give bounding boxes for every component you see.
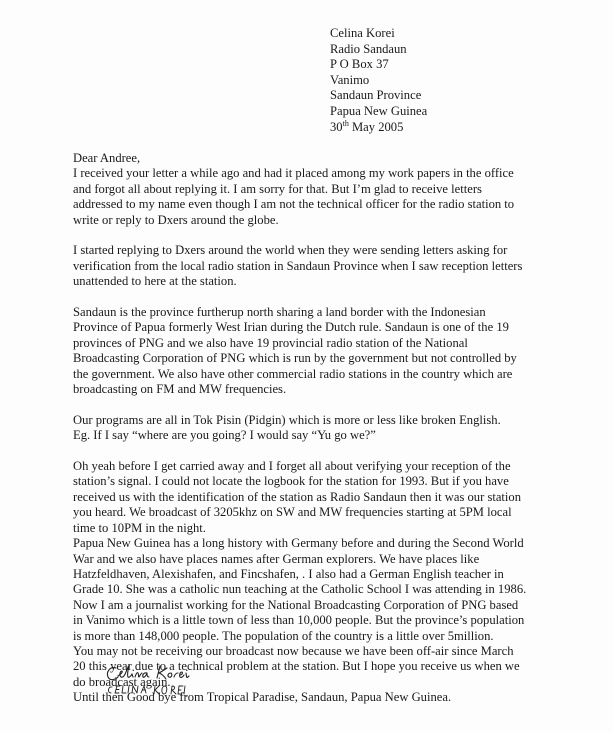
text-line: Sandaun is the province furtherup north sharing a land border with the Indonesian (73, 305, 486, 320)
salutation: Dear Andree, (73, 151, 141, 165)
text-line: Our programs are all in Tok Pisin (Pidgin) which is more or less like broken English. (73, 412, 501, 427)
paragraph-gap (73, 397, 603, 412)
paragraph-gap (73, 444, 603, 459)
handwritten-signature (104, 662, 244, 710)
sender-name: Celina Korei (330, 26, 395, 40)
sender-town: Vanimo (330, 72, 370, 87)
letter-body (73, 151, 603, 706)
text-line: War and we also have places names after German explorers. We have places like (73, 551, 480, 566)
text-line: 20 this year due to a technical problem at the station. But I hope you receive us when we (73, 659, 520, 674)
letter-date (330, 120, 427, 136)
text-line: is more than 148,000 people. The population of the country is a little over 5million. (73, 628, 494, 643)
sender-country: Papua New Guinea (330, 103, 428, 118)
text-line: Broadcasting Corporation of PNG which is run by the government but not controlled by (73, 351, 517, 366)
sender-po-box: P O Box 37 (330, 57, 389, 72)
paragraph-4 (73, 413, 603, 444)
text-line: Grade 10. She was a catholic nun teaching at the Catholic School I was attending in 1986. (73, 582, 527, 597)
text-line: time to 10PM in the night. (73, 520, 206, 535)
text-line: Province of Papua formerly West Irian during the Dutch rule. Sandaun is one of the 19 (73, 320, 509, 335)
text-line: do broadcast again. (73, 674, 171, 689)
text-line: station’s signal. I could not locate the logbook for the station for 1993. But if you have (73, 474, 509, 489)
sender-province: Sandaun Province (330, 88, 422, 103)
date-month-year: May 2005 (348, 119, 404, 134)
text-line: verification from the local radio station in Sandaun Province when I saw reception letters (73, 258, 523, 273)
text-line: broadcasting on FM and MW frequencies. (73, 382, 287, 397)
text-line: you heard. We broadcast of 3205khz on SW and MW frequencies starting at 5PM local (73, 505, 512, 520)
text-line: in Vanimo which is a little town of less than 10,000 people. But the province’s population (73, 613, 525, 628)
text-line: You may not be receiving our broadcast now because we have been off-air since March (73, 643, 514, 658)
text-line: received us with the identification of the station as Radio Sandaun then it was our station (73, 489, 522, 504)
closing-line: Until then Good bye from Tropical Paradise, Sandaun, Papua New Guinea. (73, 690, 452, 705)
paragraph-2 (73, 243, 603, 289)
text-line: Now I am a journalist working for the National Broadcasting Corporation of PNG based (73, 597, 519, 612)
paragraph-1 (73, 166, 603, 228)
paragraph-gap (73, 290, 603, 305)
paragraph-3 (73, 305, 603, 397)
sender-address-block (330, 26, 427, 135)
text-line: Eg. If I say “where are you going? I would say “Yu go we?” (73, 428, 376, 443)
date-suffix: th (342, 118, 349, 128)
text-line: write or reply to Dxers around the globe. (73, 212, 279, 227)
paragraph-gap (73, 228, 603, 243)
text-line: I received your letter a while ago and had it placed among my work papers in the office (73, 166, 514, 181)
sender-organization: Radio Sandaun (330, 41, 407, 56)
text-line: Hatzfeldhaven, Alexishafen, and Fincshafen, . I also had a German English teacher in (73, 566, 504, 581)
text-line: I started replying to Dxers around the world when they were sending letters asking for (73, 243, 508, 258)
date-day: 30 (330, 119, 343, 134)
text-line: unattended to here at the station. (73, 274, 237, 289)
text-line: Papua New Guinea has a long history with Germany before and during the Second World (73, 536, 524, 551)
text-line: and forgot all about replying it. I am sorry for that. But I’m glad to receive letters (73, 181, 482, 196)
text-line: Oh yeah before I get carried away and I forget all about verifying your reception of the (73, 459, 511, 474)
text-line: the government. We also have other commercial radio stations in the country which are (73, 366, 513, 381)
text-line: addressed to my name even though I am not the technical officer for the radio station to (73, 197, 515, 212)
text-line: provinces of PNG and we also have 19 provincial radio station of the National (73, 335, 468, 350)
